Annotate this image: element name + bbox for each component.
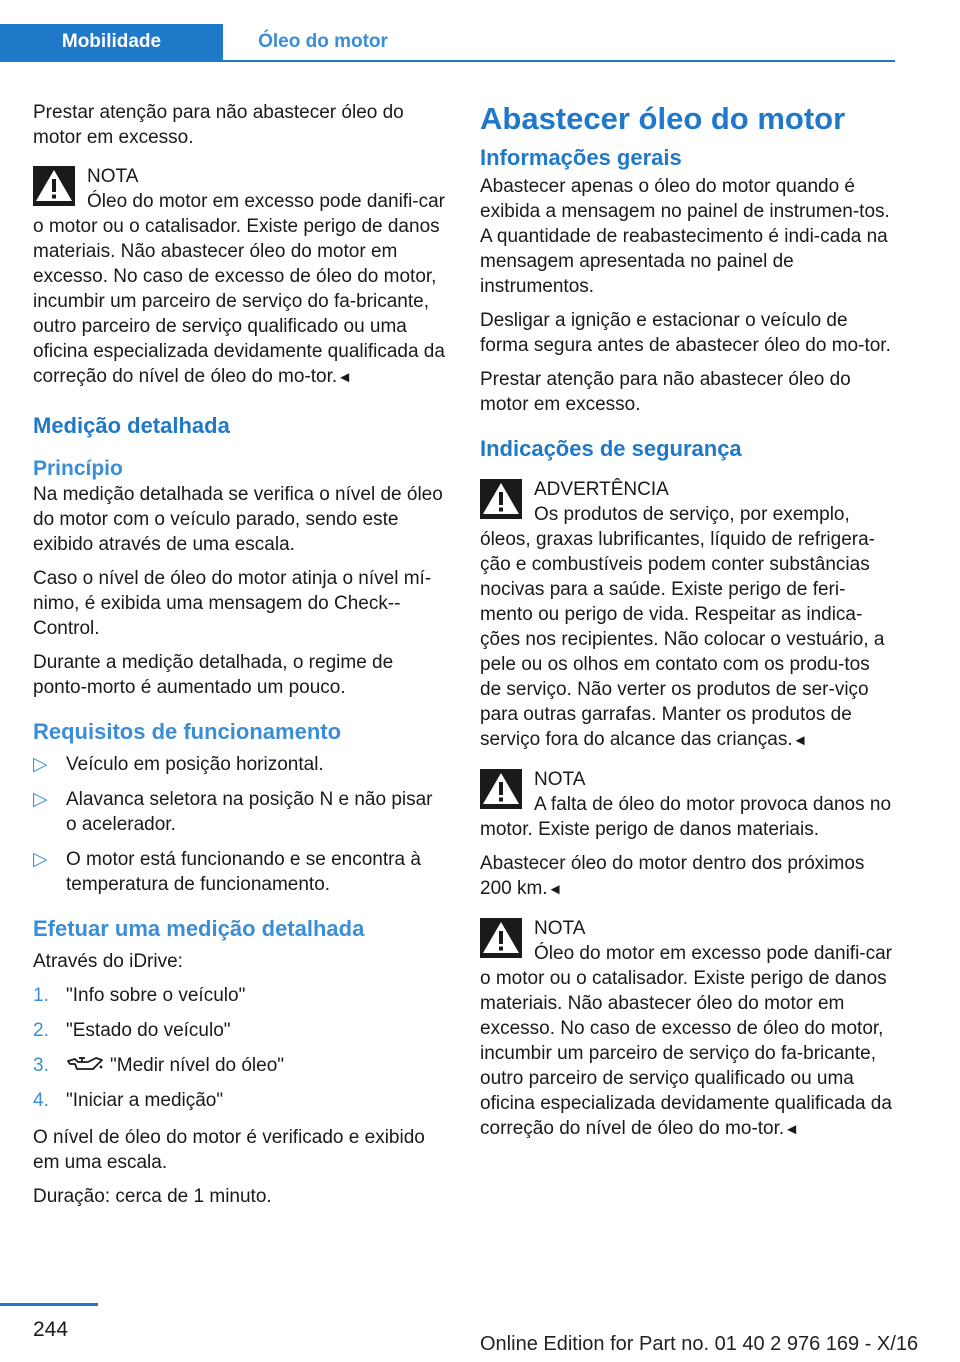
general-paragraph-1: Abastecer apenas o óleo do motor quando é exibida a mensagem no painel de instrumen-tos. A quantidade de reabastecimento é indi-cada na mensagem apresentada no painel de instrumentos.	[480, 176, 890, 297]
list-item: 4. "Iniciar a medição"	[33, 1090, 224, 1111]
end-mark: ◄	[337, 369, 353, 386]
heading-perform-measurement: Efetuar uma medição detalhada	[33, 916, 365, 941]
warning-title: ADVERTÊNCIA	[534, 479, 669, 500]
list-item: 1. "Info sobre o veículo"	[33, 985, 246, 1006]
end-mark: ◄	[792, 732, 808, 749]
principle-paragraph-2: Caso o nível de óleo do motor atinja o nível mí-nimo, é exibida uma mensagem do Check--Control.	[33, 568, 432, 639]
notice-box	[480, 916, 895, 1142]
heading-principle: Princípio	[33, 457, 123, 480]
heading-safety: Indicações de segurança	[480, 436, 742, 461]
notice-title: NOTA	[534, 769, 586, 790]
topic-tab: Óleo do motor	[258, 31, 388, 52]
oil-can-icon	[66, 1055, 104, 1073]
warning-triangle-icon	[480, 769, 522, 809]
requirements-list	[33, 752, 448, 897]
triangle-bullet-icon: ▷	[33, 789, 48, 810]
step-number: 3.	[33, 1055, 49, 1076]
notice-title: NOTA	[534, 918, 586, 939]
footer-divider	[0, 1303, 98, 1306]
end-mark: ◄	[547, 881, 563, 898]
principle-paragraph-3: Durante a medição detalhada, o regime de ponto-morto é aumentado um pouco.	[33, 652, 394, 698]
triangle-bullet-icon: ▷	[33, 754, 48, 775]
duration-paragraph: Duração: cerca de 1 minuto.	[33, 1186, 272, 1207]
notice-body: A falta de óleo do motor provoca danos no motor. Existe perigo de danos materiais.	[480, 794, 892, 840]
heading-detailed-measurement: Medição detalhada	[33, 413, 230, 438]
notice-box	[33, 164, 448, 390]
heading-requirements: Requisitos de funcionamento	[33, 719, 342, 744]
list-item: ▷ Alavanca seletora na posição N e não pisar o acelerador.	[33, 789, 433, 835]
general-paragraph-3: Prestar atenção para não abastecer óleo do motor em excesso.	[480, 369, 851, 415]
warning-body: Os produtos de serviço, por exemplo, óleos, graxas lubrificantes, líquido de refrigera-ção e combustíveis podem conter substâncias nocivas para a saúde. Existe perigo de feri-mento ou perigo de vida. Respeitar as indica-ções nos recipientes. Não colocar o vestuário, a pele ou os olhos em contato com os produ-tos de serviço. Não verter os produtos de ser-viço para outras garrafas. Manter os produtos de serviço fora do alcance das crianças.	[480, 504, 885, 750]
warning-triangle-icon	[33, 166, 75, 206]
principle-paragraph-1: Na medição detalhada se verifica o nível de óleo do motor com o veículo parado, sendo este exibido através de uma escala.	[33, 484, 443, 555]
warning-triangle-icon	[480, 479, 522, 519]
step-number: 1.	[33, 985, 49, 1006]
notice-extra: Abastecer óleo do motor dentro dos próximos 200 km.◄	[480, 853, 865, 899]
warning-triangle-icon	[480, 918, 522, 958]
step-number: 4.	[33, 1090, 49, 1111]
page-number: 244	[33, 1318, 69, 1341]
general-paragraph-2: Desligar a ignição e estacionar o veículo de forma segura antes de abastecer óleo do mo-tor.	[480, 310, 891, 356]
notice-box	[480, 767, 895, 902]
right-column	[480, 100, 895, 1156]
section-tab: Mobilidade	[0, 24, 223, 60]
heading-add-oil: Abastecer óleo do motor	[480, 101, 846, 136]
intro-paragraph: Prestar atenção para não abastecer óleo do motor em excesso.	[33, 102, 404, 148]
list-item: ▷ Veículo em posição horizontal.	[33, 754, 324, 775]
header-divider	[0, 60, 895, 62]
notice-body: Óleo do motor em excesso pode danifi-car o motor ou o catalisador. Existe perigo de danos materiais. Não abastecer óleo do motor em excesso. No caso de excesso de óleo do motor, incumbir um parceiro de serviço do fa-bricante, outro parceiro de serviço qualificado ou uma oficina especializada devidamente qualificada da correção do nível de óleo do mo-tor.	[480, 943, 893, 1139]
result-paragraph: O nível de óleo do motor é verificado e exibido em uma escala.	[33, 1127, 425, 1173]
end-mark: ◄	[784, 1121, 800, 1138]
triangle-bullet-icon: ▷	[33, 849, 48, 870]
notice-title: NOTA	[87, 166, 139, 187]
edition-text: Online Edition for Part no. 01 40 2 976 169 - X/16	[480, 1333, 919, 1355]
steps-list	[33, 983, 448, 1113]
perform-intro: Através do iDrive:	[33, 951, 183, 972]
heading-general-info: Informações gerais	[480, 145, 682, 170]
page-header	[0, 0, 895, 62]
left-column	[33, 100, 448, 1218]
warning-box	[480, 477, 895, 753]
step-number: 2.	[33, 1020, 49, 1041]
notice-body: Óleo do motor em excesso pode danifi-car o motor ou o catalisador. Existe perigo de danos materiais. Não abastecer óleo do motor em excesso. No caso de excesso de óleo do motor, incumbir um parceiro de serviço do fa-bricante, outro parceiro de serviço qualificado ou uma oficina especializada devidamente qualificada da correção do nível de óleo do mo-tor.	[33, 191, 446, 387]
list-item: ▷ O motor está funcionando e se encontra à temperatura de funcionamento.	[33, 849, 421, 895]
list-item: 3. "Medir nível do óleo"	[33, 1055, 285, 1076]
list-item: 2. "Estado do veículo"	[33, 1020, 231, 1041]
